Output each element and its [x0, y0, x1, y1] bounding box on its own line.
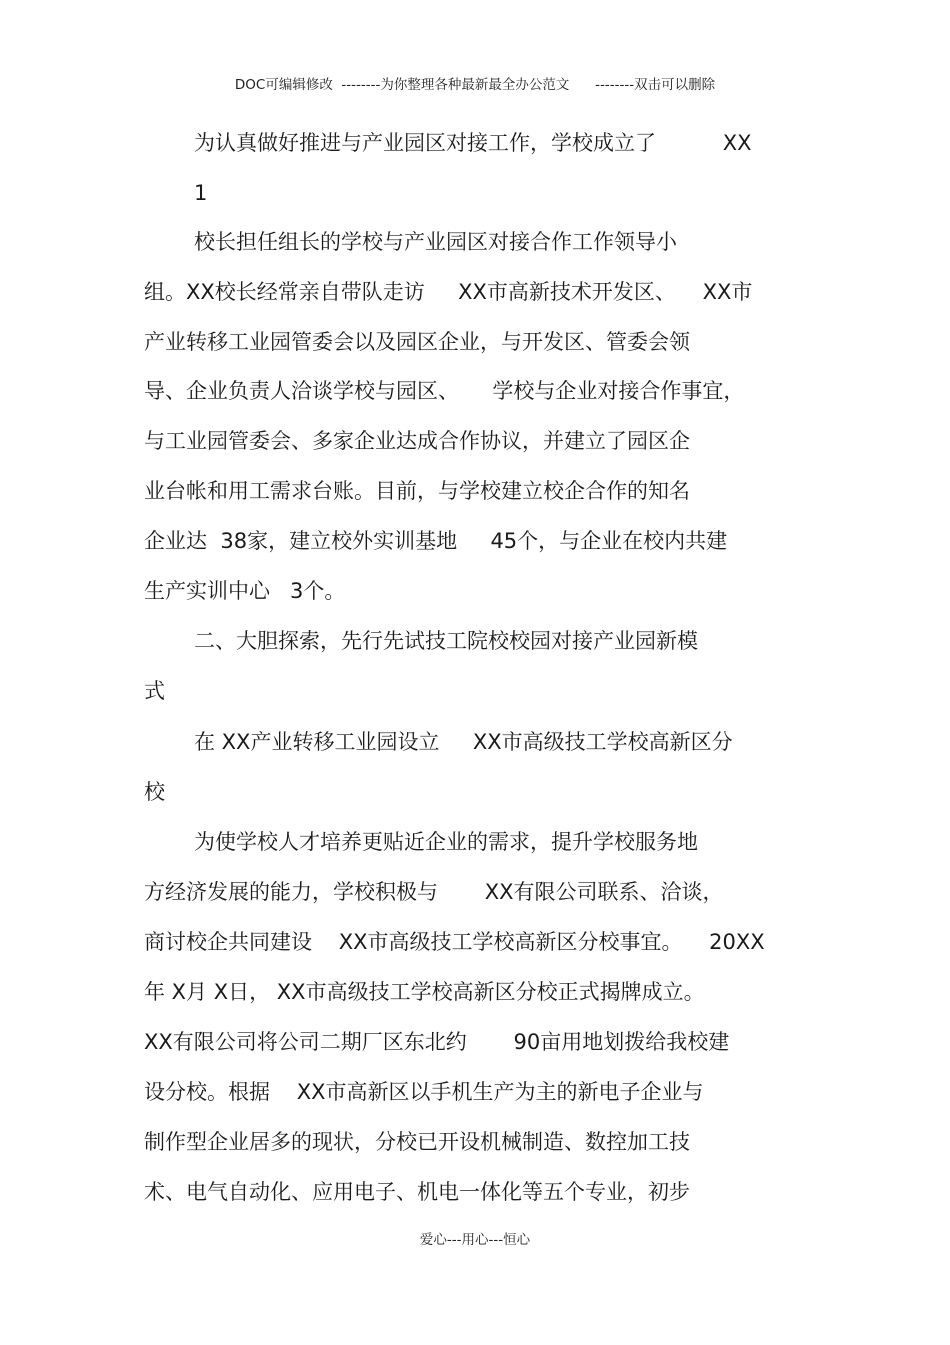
- subheading: 校: [144, 780, 165, 804]
- page-footer: 爱心---用心---恒心: [419, 1232, 531, 1248]
- body-line: 导、企业负责人洽谈学校与园区、 学校与企业对接合作事宜，: [144, 379, 745, 403]
- body-line: 业台帐和用工需求台账。目前，与学校建立校企合作的知名: [144, 479, 690, 503]
- body-line: 方经济发展的能力，学校积极与 XX有限公司联系、洽谈，: [144, 880, 724, 904]
- body-line: 年 X月 X日， XX市高级技工学校高新区分校正式揭牌成立。: [144, 980, 705, 1004]
- section-heading: 式: [144, 679, 165, 703]
- body-line: 企业达 38家，建立校外实训基地 45个，与企业在校内共建: [144, 529, 728, 553]
- body-line: 设分校。根据 XX市高新区以手机生产为主的新电子企业与: [144, 1080, 704, 1104]
- body-line: 术、电气自动化、应用电子、机电一体化等五个专业，初步: [144, 1180, 690, 1204]
- body-line: 组。XX校长经常亲自带队走访 XX市高新技术开发区、 XX市: [144, 280, 753, 304]
- body-line: 制作型企业居多的现状，分校已开设机械制造、数控加工技: [144, 1130, 690, 1154]
- body-line: 为认真做好推进与产业园区对接工作，学校成立了 XX: [194, 131, 752, 155]
- subheading: 在 XX产业转移工业园设立 XX市高级技工学校高新区分: [194, 730, 733, 754]
- section-heading: 二、大胆探索，先行先试技工院校校园对接产业园新模: [194, 629, 698, 653]
- body-line: 产业转移工业园管委会以及园区企业，与开发区、管委会领: [144, 330, 690, 354]
- page-header: DOC可编辑修改 --------为你整理各种最新最全办公范文 --------双击可以删除: [234, 77, 716, 93]
- body-line: 与工业园管委会、多家企业达成合作协议，并建立了园区企: [144, 429, 690, 453]
- body-line: 生产实训中心 3个。: [144, 579, 346, 603]
- body-line: 商讨校企共同建设 XX市高级技工学校高新区分校事宜。 20XX: [144, 930, 765, 954]
- body-line: 为使学校人才培养更贴近企业的需求，提升学校服务地: [194, 830, 698, 854]
- body-line: 1: [194, 181, 208, 205]
- body-line: 校长担任组长的学校与产业园区对接合作工作领导小: [194, 230, 677, 254]
- body-line: XX有限公司将公司二期厂区东北约 90亩用地划拨给我校建: [144, 1030, 730, 1054]
